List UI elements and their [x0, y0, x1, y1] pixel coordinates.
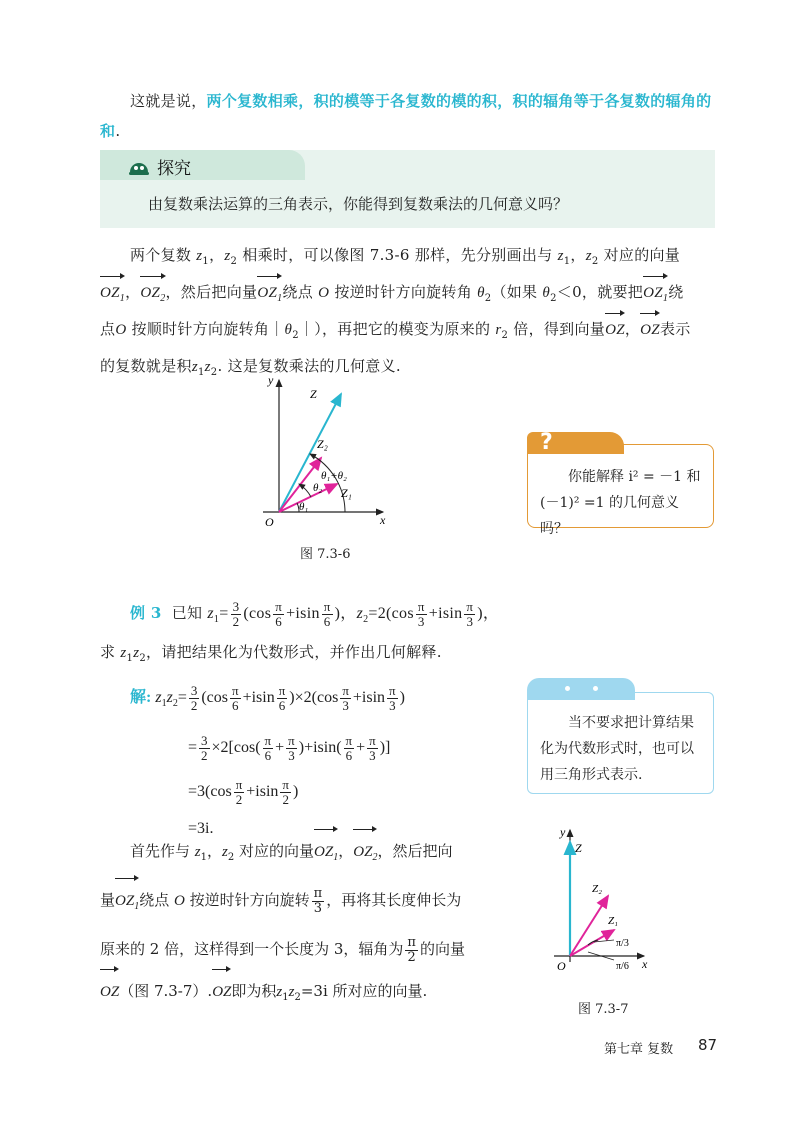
label-x: x: [380, 513, 386, 527]
label-y: y: [560, 826, 566, 839]
construction-paragraph: 首先作与 $z_1$，$z_2$ 对应的向量$OZ_1$，$OZ_2$，然后把向 量$OZ_1$绕点 O 按逆时针方向旋转 $\frac{\pi}{3}$ ，再将其长度伸长为 原来的 2 倍，这样得到一个长度为 3，辐角为 $\frac{\pi}{2}$ 的向量 OZ（图 7.3-7）.OZ即为积$z_1z_2=3i$ 所对应的向量.: [100, 830, 500, 1019]
explore-question: 由复数乘法运算的三角表示，你能得到复数乘法的几何意义吗？: [148, 195, 569, 213]
body-paragraph: 两个复数 $z_1$，$z_2$ 相乘时，可以像图 7.3-6 那样，先分别画出与 $z_1$，$z_2$ 对应的向量 $OZ_1$，$OZ_2$，然后把向量$OZ_1$绕点 O 按逆时针方向旋转角 $\theta_2$（如果 $\theta_2<0$，就要把$OZ_1$绕 点O 按顺时针方向旋转角$|\theta_2|$），再把它的模变为原来的 $r_2$ 倍，得到向量OZ，OZ表示 的复数就是积$z_1z_2$. 这是复数乘法的几何意义.: [100, 246, 691, 378]
sidebox-note-tab: [527, 678, 635, 700]
label-z1: Z₁: [341, 486, 352, 500]
label-x: x: [642, 957, 648, 971]
arc-theta2: [299, 484, 311, 497]
label-z1: Z₁: [608, 915, 618, 927]
sidebox2-text: 当不要求把计算结果 化为代数形式时，也可以 用三角形式表示.: [540, 715, 694, 783]
figure2-caption: 图 7.3-7: [578, 1002, 629, 1017]
label-theta12: θ₁+θ₂: [321, 470, 347, 482]
footer-chapter: 第七章 复数: [604, 1042, 674, 1057]
dot-icon: [565, 686, 570, 691]
intro-highlight: 两个复数相乘，积的模等于各复数的模的积，积的辐角等于各复数的辐角的和: [100, 92, 712, 140]
dot-icon: [593, 686, 598, 691]
label-y: y: [268, 373, 274, 387]
label-z2: Z₂: [592, 883, 602, 895]
vector-oz2: [570, 896, 608, 956]
page-number: 87: [698, 1036, 718, 1054]
question-mark-icon: ?: [540, 430, 553, 455]
label-z: Z: [310, 387, 317, 401]
figure-7-3-6: [255, 372, 395, 532]
figure-7-3-7: [548, 826, 658, 976]
example-3: 例 3 已知 $z_1=$ $\frac{3}{2}$ (cos $\frac{\pi}{6}$ +isin $\frac{\pi}{6}$ )，$z_2=2(\cos$ $\frac{\pi}{3}$ +isin $\frac{\pi}{3}$ )， 求 $z_1z_2$，请把结果化为代数形式，并作出几何解释.: [100, 598, 500, 665]
intro-paragraph: 这就是说，两个复数相乘，积的模等于各复数的模的积，积的辐角等于各复数的辐角的和.: [100, 92, 712, 140]
label-o: O: [557, 959, 566, 973]
label-pi3: π/3: [616, 938, 629, 949]
label-pi6: π/6: [616, 961, 629, 972]
sidebox1-text: 你能解释 i² = －1 和 (－1)² =1 的几何意义吗？: [540, 469, 701, 537]
figure1-caption: 图 7.3-6: [300, 547, 351, 562]
label-theta1: θ₁: [299, 501, 309, 513]
label-z2: Z₂: [317, 437, 328, 451]
label-theta2: θ₂: [313, 482, 323, 494]
explore-icon: [128, 156, 150, 176]
solution: 解: $z_1z_2=$ $\frac{3}{2}$ (cos $\frac{\pi}{6}$ +isin $\frac{\pi}{6}$ )×2(cos $\frac{\pi}{3}$ +isin $\frac{\pi}{3}$ ) = $\frac{3}{2}$ ×2[cos( $\frac{\pi}{6}$ + $\frac{\pi}{3}$ )+isin( $\frac{\pi}{6}$ + $\frac{\pi}{3}$ )] =3(cos $\frac{\pi}{2}$ +isin $\frac{\pi}{2}$ ) =3i.: [130, 682, 405, 838]
explore-title: 探究: [157, 159, 191, 179]
label-z: Z: [575, 841, 582, 855]
vector-oz1: [570, 930, 614, 956]
label-o: O: [265, 515, 274, 529]
explore-face-icon: [128, 156, 150, 176]
